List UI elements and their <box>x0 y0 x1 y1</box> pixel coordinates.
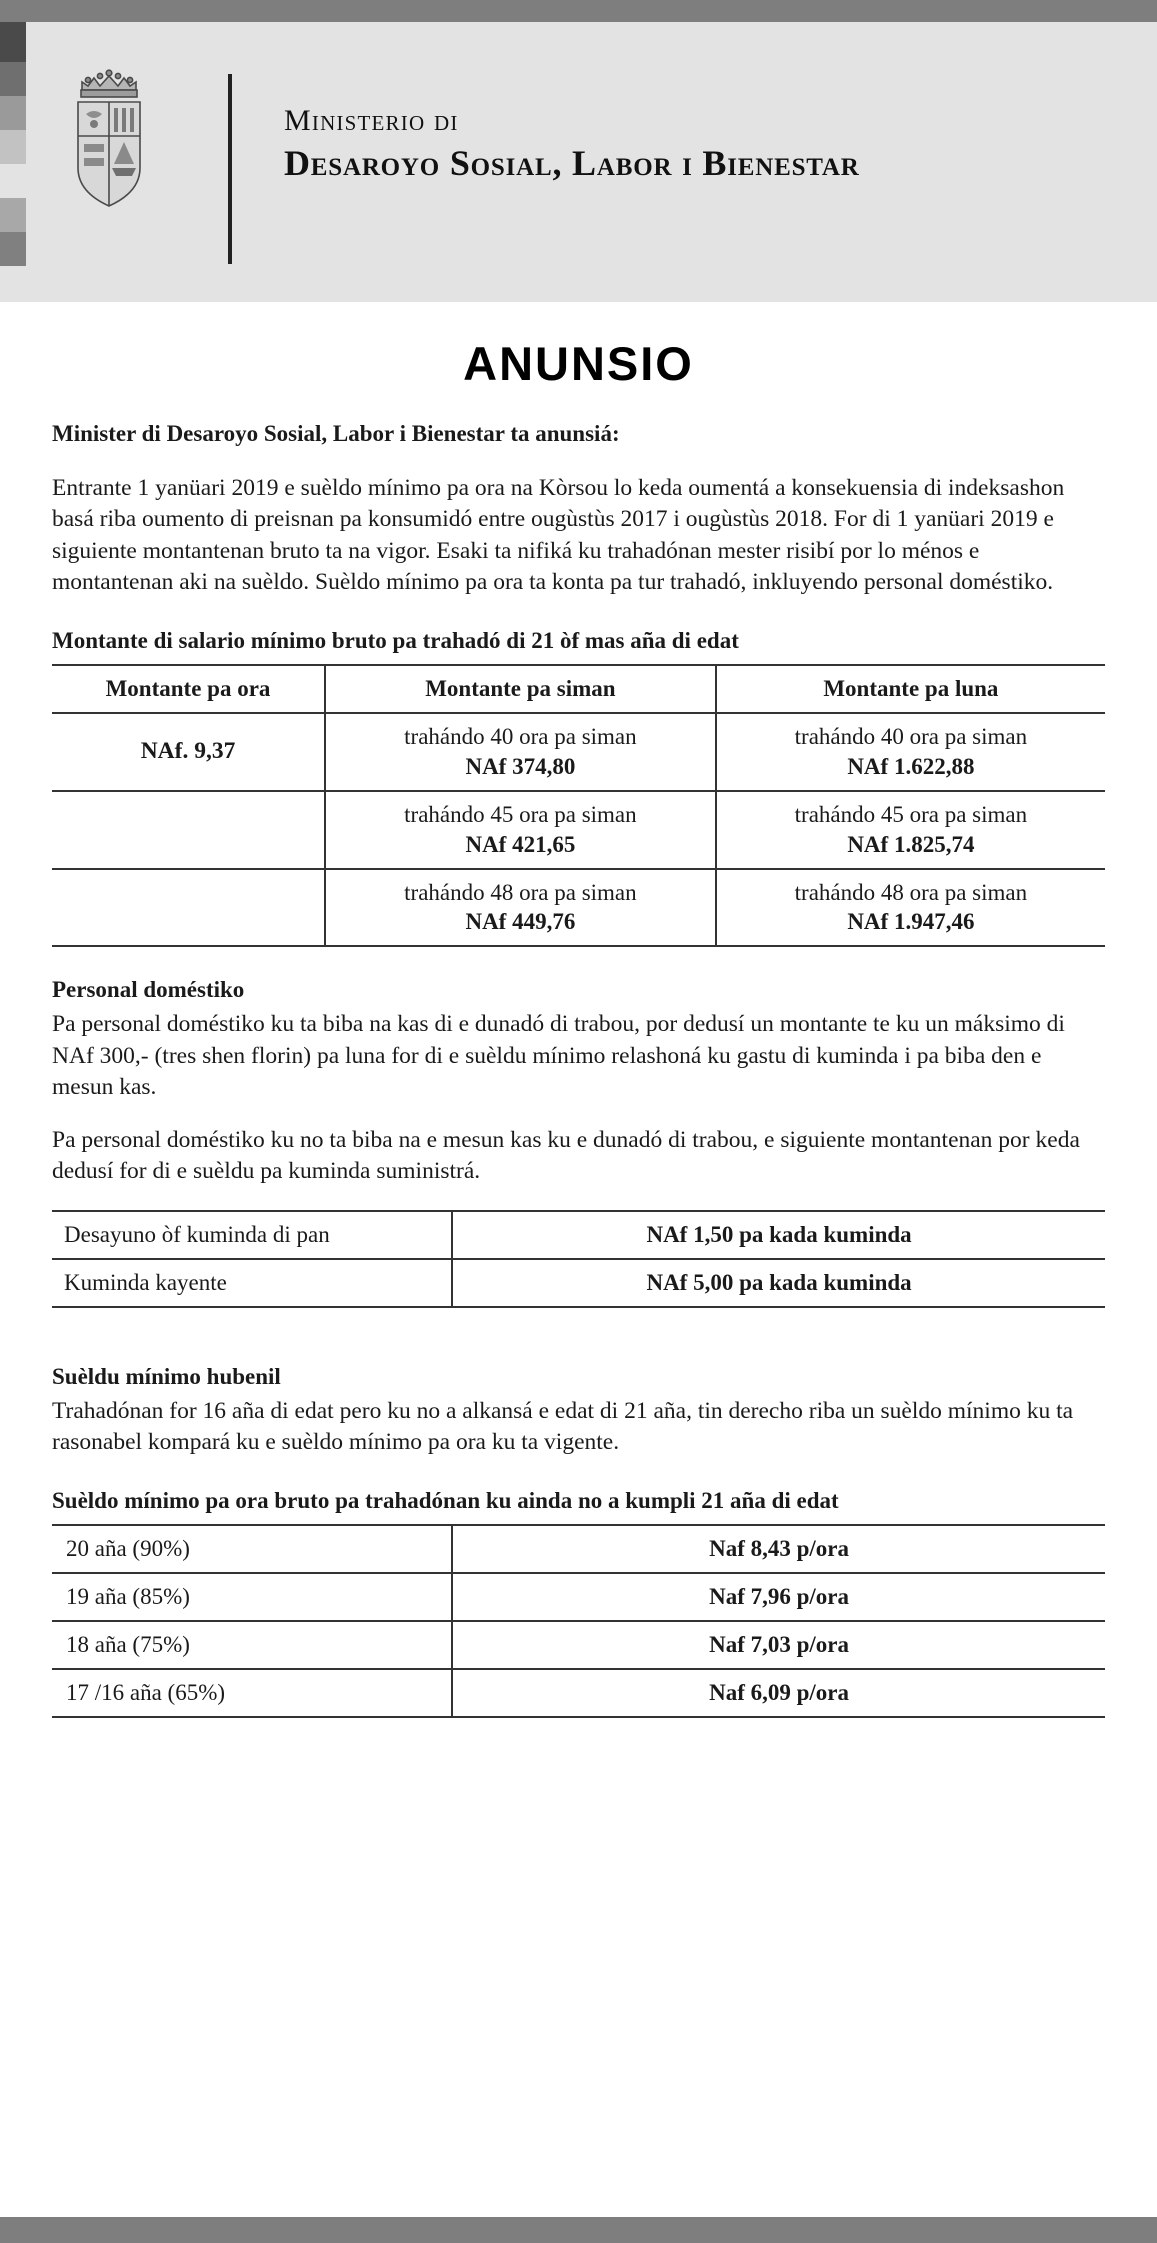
weekly-cell <box>325 791 716 869</box>
meal-deduction-table <box>52 1210 1105 1308</box>
bottom-accent-bar <box>0 2217 1157 2243</box>
domestic-heading: Personal doméstiko <box>52 977 245 1003</box>
monthly-label: trahándo 48 ora pa siman <box>794 879 1028 905</box>
monthly-cell <box>716 869 1105 947</box>
main-table-caption: Montante di salario mínimo bruto pa trahadó di 21 òf mas aña di edat <box>52 628 739 653</box>
announcement-lead: Minister di Desaroyo Sosial, Labor i Bienestar ta anunsiá: <box>52 421 620 446</box>
hourly-empty <box>52 791 325 869</box>
weekly-label: trahándo 40 ora pa siman <box>404 724 637 749</box>
color-swatch-strip <box>0 22 26 302</box>
table-row <box>52 1573 1105 1621</box>
monthly-value: NAf 1.825,74 <box>847 831 975 857</box>
hourly-empty <box>52 869 325 947</box>
youth-age-label: 20 aña (90%) <box>66 1536 190 1562</box>
youth-age-label: 18 aña (75%) <box>66 1632 190 1658</box>
monthly-cell <box>716 791 1105 869</box>
meal-label: Desayuno òf kuminda di pan <box>64 1221 330 1247</box>
weekly-value: NAf 374,80 <box>465 753 576 779</box>
table-row <box>52 1669 1105 1717</box>
document-body <box>0 336 1157 1718</box>
table-header-row <box>52 665 1105 713</box>
weekly-value: NAf 421,65 <box>465 831 576 857</box>
meal-label: Kuminda kayente <box>64 1269 227 1295</box>
youth-rate-value: Naf 8,43 p/ora <box>452 1525 1105 1573</box>
youth-rate-value: Naf 6,09 p/ora <box>452 1669 1105 1717</box>
hourly-amount: NAf. 9,37 <box>52 713 325 791</box>
intro-paragraph: Entrante 1 yanüari 2019 e suèldo mínimo pa ora na Kòrsou lo keda oumentá a konsekuensia di indeksashon basá riba oumento di preisnan pa konsumidó entre ougùstùs 2017 i ougùstùs 2018. For di 1 yanüari 2019 e siguiente montantenan bruto ta na vigor. Esaki ta nifiká ku trahadónan mester risibí por lo ménos e montantenan aki na suèldo. Suèldo mínimo pa ora ta konta pa tur trahadó, inkluyendo personal doméstiko. <box>52 475 1065 595</box>
meal-value: NAf 5,00 pa kada kuminda <box>452 1259 1105 1307</box>
domestic-paragraph-2: Pa personal doméstiko ku no ta biba na e mesun kas ku e dunadó di trabou, e siguiente montantenan por keda dedusí for di e suèldu pa kuminda suministrá. <box>52 1127 1080 1185</box>
weekly-label: trahándo 45 ora pa siman <box>404 801 637 827</box>
ministry-line-2: Desaroyo Sosial, Labor i Bienestar <box>284 143 860 183</box>
ministry-name <box>284 104 860 184</box>
youth-table-caption: Suèldo mínimo pa ora bruto pa trahadónan ku ainda no a kumpli 21 aña di edat <box>52 1488 839 1514</box>
youth-wage-table <box>52 1524 1105 1718</box>
monthly-label: trahándo 45 ora pa siman <box>794 801 1028 827</box>
weekly-cell <box>325 869 716 947</box>
youth-age-label: 19 aña (85%) <box>66 1584 190 1610</box>
top-accent-bar <box>0 0 1157 22</box>
monthly-label: trahándo 40 ora pa siman <box>794 724 1028 749</box>
document-header <box>0 22 1157 302</box>
weekly-value: NAf 449,76 <box>465 909 576 935</box>
domestic-paragraph-1: Pa personal doméstiko ku ta biba na kas di e dunadó di trabou, por dedusí un montante te ku un máksimo di NAf 300,- (tres shen florin) pa luna for di e suèldu mínimo relashoná ku gastu di kuminda i pa biba den e mesun kas. <box>52 1011 1065 1100</box>
youth-rate-value: Naf 7,96 p/ora <box>452 1573 1105 1621</box>
table-row <box>52 1259 1105 1307</box>
monthly-cell <box>716 713 1105 791</box>
youth-age-label: 17 /16 aña (65%) <box>66 1680 226 1706</box>
minimum-wage-table <box>52 664 1105 947</box>
table-row <box>52 791 1105 869</box>
table-row <box>52 713 1105 791</box>
coat-of-arms-icon <box>60 64 158 214</box>
column-header-weekly: Montante pa siman <box>325 665 716 713</box>
table-row <box>52 1621 1105 1669</box>
table-row <box>52 1525 1105 1573</box>
column-header-monthly: Montante pa luna <box>823 676 999 701</box>
youth-rate-value: Naf 7,03 p/ora <box>452 1621 1105 1669</box>
header-divider <box>228 74 232 264</box>
ministry-line-1: Ministerio di <box>284 104 459 137</box>
table-row <box>52 1211 1105 1259</box>
monthly-value: NAf 1.947,46 <box>847 909 975 935</box>
page-title: ANUNSIO <box>463 337 694 390</box>
column-header-hourly: Montante pa ora <box>105 676 271 701</box>
monthly-value: NAf 1.622,88 <box>847 753 975 779</box>
youth-paragraph: Trahadónan for 16 aña di edat pero ku no a alkansá e edat di 21 aña, tin derecho riba un suèldo mínimo ku ta rasonabel kompará ku e suèldo mínimo pa ora ku ta vigente. <box>52 1397 1074 1455</box>
weekly-cell <box>325 713 716 791</box>
weekly-label: trahándo 48 ora pa siman <box>404 879 637 905</box>
table-row <box>52 869 1105 947</box>
youth-heading: Suèldu mínimo hubenil <box>52 1363 281 1389</box>
meal-value: NAf 1,50 pa kada kuminda <box>452 1211 1105 1259</box>
